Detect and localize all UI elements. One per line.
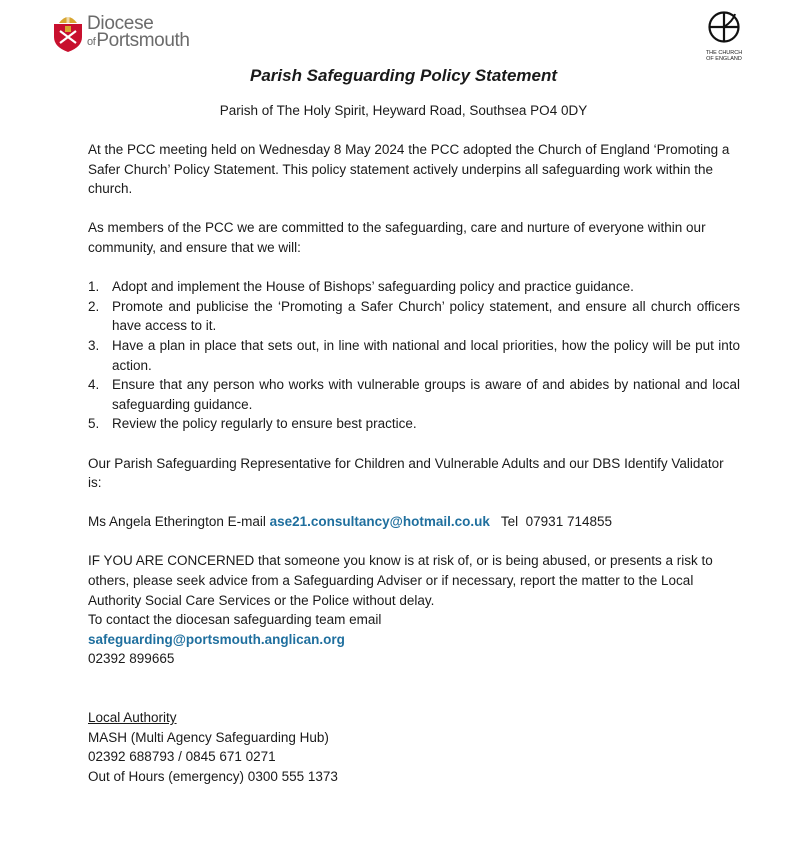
- commitment-paragraph: As members of the PCC we are committed to the safeguarding, care and nurture of everyone within our community, and ensure that we will:: [88, 220, 706, 255]
- list-item: [88, 375, 740, 414]
- local-authority-line2: 02392 688793 / 0845 671 0271: [88, 749, 276, 765]
- list-item-text: Have a plan in place that sets out, in line with national and local priorities, how the policy will be put into action.: [112, 337, 740, 373]
- representative-intro: Our Parish Safeguarding Representative for Children and Vulnerable Adults and our DBS Identify Validator is:: [88, 455, 724, 491]
- diocese-shield-icon: [50, 11, 86, 53]
- tel-label: Tel: [500, 514, 519, 530]
- diocesan-phone: 02392 899665: [88, 651, 175, 667]
- list-item: [88, 414, 740, 434]
- list-item-number: 5.: [88, 416, 100, 432]
- church-of-england-cross-icon: [707, 10, 741, 44]
- list-item-text: Promote and publicise the ‘Promoting a Safer Church’ policy statement, and ensure all church officers have access to it.: [112, 298, 740, 334]
- list-item: [88, 297, 740, 336]
- diocese-logo-line2: [87, 32, 190, 51]
- church-of-england-logo: [700, 10, 748, 66]
- list-item: [88, 277, 740, 297]
- diocese-logo-of: of: [87, 36, 96, 48]
- diocese-logo: [50, 11, 200, 55]
- representative-email-link[interactable]: ase21.consultancy@hotmail.co.uk: [269, 514, 490, 530]
- list-item-number: 3.: [88, 337, 100, 353]
- local-authority-line3: Out of Hours (emergency) 0300 555 1373: [88, 769, 338, 784]
- list-item-number: 2.: [88, 298, 100, 314]
- representative-contact: [88, 512, 740, 532]
- local-authority-line1: MASH (Multi Agency Safeguarding Hub): [88, 729, 329, 745]
- diocesan-email-link[interactable]: safeguarding@portsmouth.anglican.org: [88, 631, 345, 647]
- diocese-logo-line1: Diocese: [87, 13, 154, 34]
- list-item-number: 1.: [88, 279, 100, 295]
- diocesan-contact-label: To contact the diocesan safeguarding team email: [88, 612, 382, 628]
- list-item: [88, 336, 740, 375]
- local-authority-heading: Local Authority: [88, 710, 177, 726]
- coe-logo-line1: THE CHURCH: [705, 50, 743, 56]
- page-title: Parish Safeguarding Policy Statement: [249, 66, 558, 85]
- representative-name: Ms Angela Etherington E-mail: [88, 514, 266, 530]
- intro-paragraph: At the PCC meeting held on Wednesday 8 May 2024 the PCC adopted the Church of England ‘Promoting a Safer Church’ Policy Statement. This policy statement actively underpins all safeguarding work within the church.: [88, 142, 730, 197]
- representative-phone: 07931 714855: [525, 514, 612, 530]
- diocese-logo-portsmouth: Portsmouth: [96, 30, 190, 51]
- commitment-list: [88, 277, 740, 434]
- list-item-text: Adopt and implement the House of Bishops’ safeguarding policy and practice guidance.: [112, 279, 634, 295]
- statement-body: [88, 140, 740, 787]
- coe-logo-line2: OF ENGLAND: [706, 56, 742, 62]
- parish-address: Parish of The Holy Spirit, Heyward Road, Southsea PO4 0DY: [219, 103, 588, 118]
- concern-paragraph: IF YOU ARE CONCERNED that someone you know is at risk of, or is being abused, or presents a risk to others, please seek advice from a Safeguarding Adviser or if necessary, report the matter to the Local Authority Social Care Services or the Police without delay.: [88, 553, 713, 608]
- list-item-number: 4.: [88, 377, 100, 393]
- list-item-text: Ensure that any person who works with vulnerable groups is aware of and abides by national and local safeguarding guidance.: [112, 377, 740, 412]
- list-item-text: Review the policy regularly to ensure best practice.: [112, 416, 417, 432]
